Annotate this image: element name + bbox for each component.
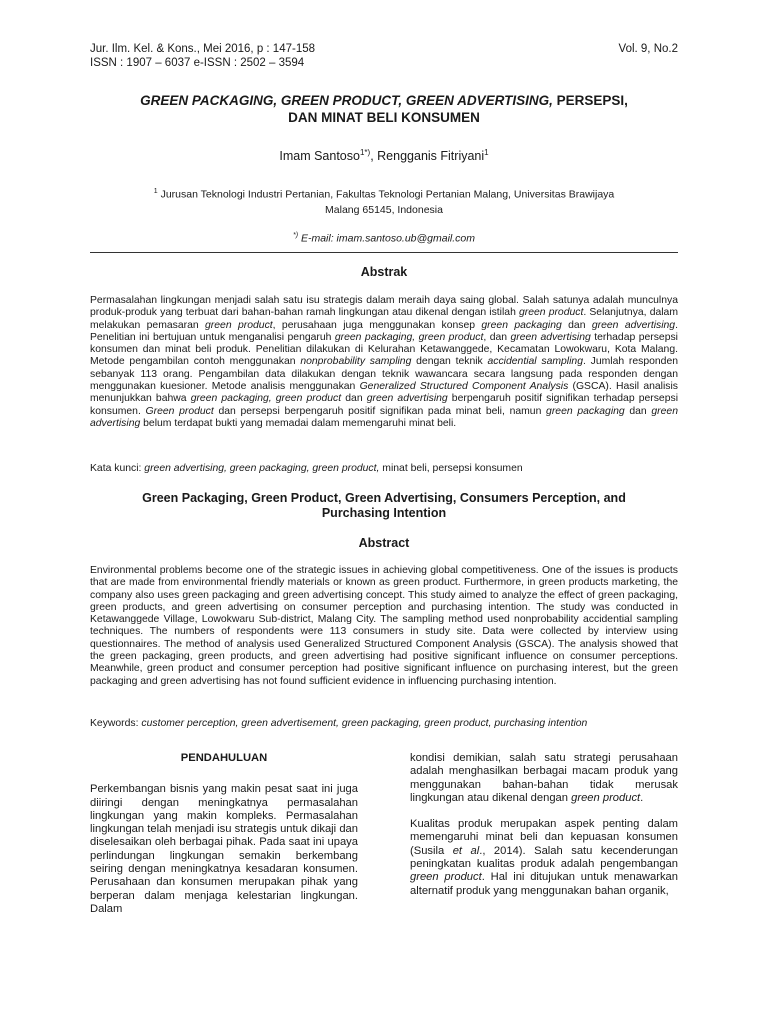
abstrak-text: , dan xyxy=(483,331,511,343)
body-text: kondisi demikian, salah satu strategi perusahaan adalah menghasilkan berbagai macam produk yang menggunakan bahan-bahan tidak merusak lingkungan atau dikenal dengan xyxy=(410,752,678,804)
abstrak-text: berpengaruh positif signifikan terhadap persepsi konsumen. xyxy=(90,393,678,417)
abstrak-text: terhadap persepsi konsumen dan minat beli produk. Penelitian dilakukan di Kelurahan Ketawanggede, Kecamatan Lowokwaru, Kota Malang. Metode pengambilan contoh menggunakan xyxy=(90,331,678,368)
divider-line xyxy=(90,252,678,253)
body-paragraph xyxy=(410,818,678,898)
body-text: . xyxy=(640,791,644,804)
abstrak-text: , perusahaan juga menggunakan konsep xyxy=(272,319,482,331)
abstrak-italic: nonprobability sampling xyxy=(300,356,412,368)
english-title: Green Packaging, Green Product, Green Advertising, Consumers Perception, and Purchasing Intention xyxy=(142,491,626,520)
abstrak-italic: green advertising xyxy=(591,319,676,331)
abstrak-text: . Penelitian ini bertujuan untuk menganalisi pengaruh xyxy=(90,319,678,343)
affiliation-line: Jurusan Teknologi Industri Pertanian, Fakultas Teknologi Pertanian Malang, Universitas Brawijaya xyxy=(160,188,615,201)
body-text: ., 2014). Salah satu kecenderungan peningkatan kualitas produk adalah pengembangan xyxy=(410,844,678,871)
body-text: . Hal ini ditujukan untuk menawarkan alternatif produk yang menggunakan bahan organik, xyxy=(410,871,678,897)
author-name: Imam Santoso xyxy=(279,149,360,164)
author-superscript: 1*) xyxy=(359,148,371,157)
paper-title xyxy=(90,92,678,126)
email-text: E-mail: imam.santoso.ub@gmail.com xyxy=(298,232,476,245)
body-italic: green product xyxy=(410,871,482,884)
abstrak-italic: accidential sampling xyxy=(487,356,583,368)
title-line2: DAN MINAT BELI KONSUMEN xyxy=(288,110,480,125)
abstrak-text: Permasalahan lingkungan menjadi salah satu isu strategis dalam meraih daya saing global. Salah satunya adalah munculnya produk-produk yang terbuat dari bahan-bahan ramah lingkungan atau dikenal dengan istilah xyxy=(90,295,678,319)
abstrak-italic: green packaging, green product xyxy=(190,393,342,405)
abstrak-italic: Generalized Structured Component Analysis xyxy=(359,381,569,393)
author-superscript: 1 xyxy=(484,148,489,157)
abstrak-text: dan xyxy=(561,319,592,331)
email-superscript: *) xyxy=(292,232,299,239)
abstract-body: Environmental problems become one of the strategic issues in achieving global competitiveness. One of the issues is products that are made from environmental friendly materials or known as green product. Furthermore, in green products marketing, the company also uses green packaging and green advertising concept. This study aimed to analyze the effect of green packaging, green products, and green advertising on consumer perception and purchasing intention. The study was conducted in Ketawanggede Village, Lowokwaru Sub-district, Malang City. The sampling method used nonprobability accidential sampling techniques. The numbers of respondents were 113 consumers in study site. Data were collected by interview using questionnaires. The method of analysis used Generalized Structured Component Analysis (GSCA). The analysis showed that the green packaging, green products, and green advertising had positive significant influence on consumer perceptions. Meanwhile, green product and consumer perception had positive significant influence on purchasing interest, but the green packaging and green advertising has not found sufficient evidence in influencing purchasing intention. xyxy=(90,565,678,687)
kata-kunci xyxy=(90,463,678,475)
body-column-right xyxy=(410,752,678,911)
abstrak-text: dengan teknik xyxy=(411,356,488,368)
abstrak-body xyxy=(90,295,678,430)
title-line1-rest: PERSEPSI, xyxy=(552,93,628,108)
keywords-label: Keywords: xyxy=(90,718,142,729)
abstrak-italic: green product xyxy=(518,307,584,319)
body-italic: green product xyxy=(571,791,641,804)
keywords xyxy=(90,718,678,730)
kata-kunci-rest: minat beli, persepsi konsumen xyxy=(379,463,523,474)
running-header xyxy=(90,42,678,70)
abstrak-heading: Abstrak xyxy=(360,265,408,279)
abstract-heading: Abstract xyxy=(358,536,410,550)
affiliation-line: Malang 65145, Indonesia xyxy=(325,203,443,216)
body-column-left xyxy=(90,752,358,929)
kata-kunci-italic: green advertising, green packaging, green product, xyxy=(144,463,380,474)
abstrak-text: (GSCA). Hasil analisis menunjukkan bahwa xyxy=(90,381,678,405)
abstrak-italic: green product xyxy=(205,319,273,331)
abstrak-italic: green packaging xyxy=(481,319,562,331)
body-paragraph xyxy=(410,752,678,805)
abstrak-text: . Selanjutnya, dalam melakukan pemasaran xyxy=(90,307,678,331)
abstrak-italic: green packaging xyxy=(546,405,625,417)
journal-citation: Jur. Ilm. Kel. & Kons., Mei 2016, p : 147-158 xyxy=(90,43,316,55)
body-italic: et al xyxy=(452,844,480,857)
journal-volume: Vol. 9, No.2 xyxy=(618,43,678,55)
author-name: Rengganis Fitriyani xyxy=(377,149,485,164)
abstrak-italic: Green product xyxy=(145,405,214,417)
author-list xyxy=(90,148,678,163)
abstrak-italic: green advertising xyxy=(90,405,678,429)
abstrak-italic: green packaging, green product xyxy=(334,331,484,343)
affiliation xyxy=(110,184,658,218)
abstrak-text: dan xyxy=(341,393,367,405)
author-separator: , xyxy=(370,149,378,164)
affiliation-superscript: 1 xyxy=(153,188,158,195)
abstrak-italic: green advertising xyxy=(366,393,448,405)
kata-kunci-label: Kata kunci: xyxy=(90,463,145,474)
section-heading-pendahuluan: PENDAHULUAN xyxy=(180,752,268,764)
abstrak-text: dan persepsi berpengaruh positif signifikan pada minat beli, namun xyxy=(213,405,547,417)
abstrak-italic: green advertising xyxy=(510,331,591,343)
corresponding-email xyxy=(90,232,678,245)
keywords-terms: customer perception, green advertisement, green packaging, green product, purchasing intention xyxy=(141,718,588,729)
title-italic-part: GREEN PACKAGING, GREEN PRODUCT, GREEN ADVERTISING, xyxy=(140,93,553,108)
abstrak-text: belum terdapat bukti yang memadai dalam memengaruhi minat beli. xyxy=(140,417,457,429)
body-text: Kualitas produk merupakan aspek penting dalam memengaruhi minat beli dan kepuasan konsumen (Susila xyxy=(410,818,678,857)
body-paragraph: Perkembangan bisnis yang makin pesat saat ini juga diiringi dengan meningkatnya permasalahan lingkungan yang makin kompleks. Permasalahan lingkungan telah menjadi isu strategis untuk dikaji dan diselesaikan oleh berbagai pihak. Pada saat ini upaya perlindungan lingkungan semakin berkembang seiring dengan meningkatnya kesadaran konsumen. Perusahaan dan konsumen merupakan pihak yang berperan dalam menjaga kelestarian lingkungan. Dalam xyxy=(90,783,358,915)
abstrak-text: . Jumlah responden sebanyak 113 orang. Pengambilan data dilakukan dengan teknik wawancara secara langsung pada responden dengan menggunakan kuesioner. Metode analisis menggunakan xyxy=(90,356,679,393)
abstrak-text: dan xyxy=(624,405,652,417)
journal-issn: ISSN : 1907 – 6037 e-ISSN : 2502 – 3594 xyxy=(90,57,305,69)
